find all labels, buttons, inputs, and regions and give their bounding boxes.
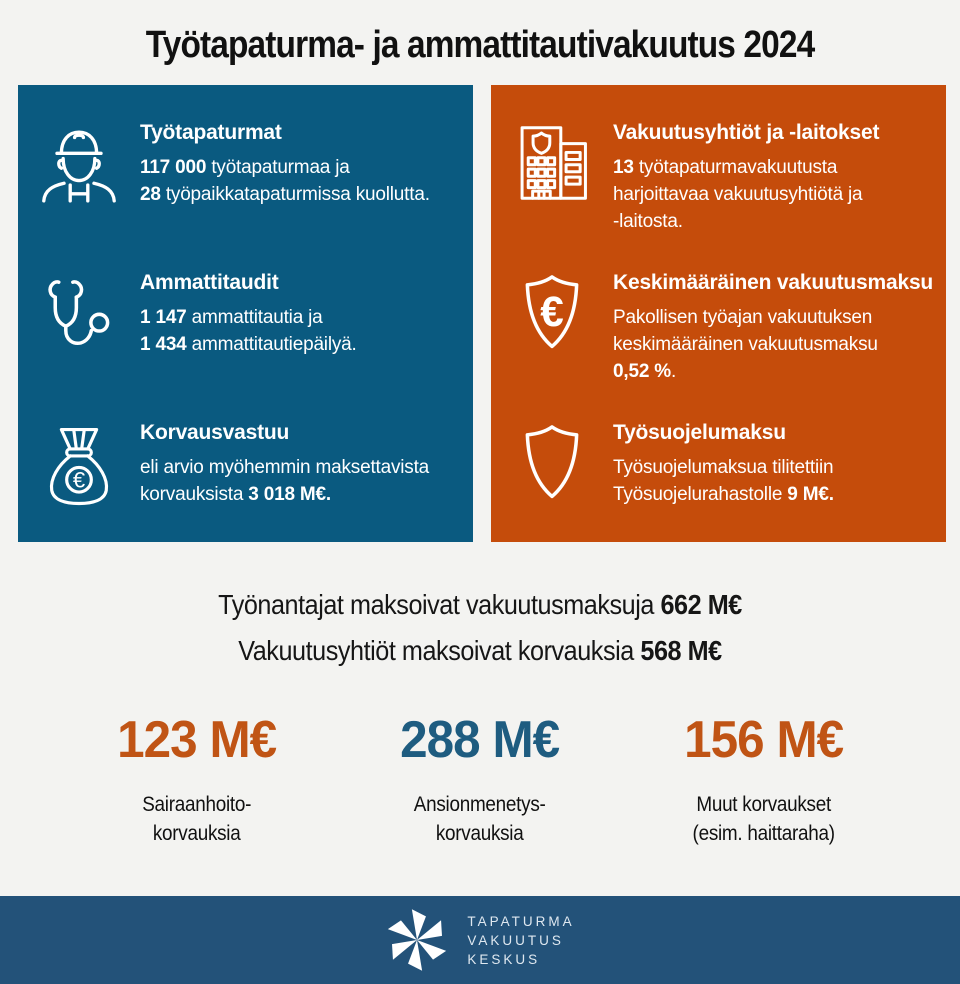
value-emphasis: 13	[613, 157, 634, 178]
stat-label-line: Ansionmenetys-	[414, 793, 546, 816]
stat-value: 123 M€	[117, 711, 277, 769]
value-emphasis: 662 M€	[660, 589, 742, 620]
text-run: Työsuojelumaksua tilitettiin	[613, 457, 834, 478]
section-text-line	[613, 454, 936, 481]
tvk-logo-star-icon	[385, 908, 449, 972]
stat-label	[69, 790, 324, 848]
text-run: harjoittavaa vakuutusyhtiötä ja	[613, 184, 863, 205]
stat-item	[55, 710, 338, 848]
value-emphasis: 0,52 %	[613, 361, 671, 382]
stat-label-line: Sairaanhoito-	[142, 793, 252, 816]
value-emphasis: 1 147	[140, 307, 187, 328]
text-run: Vakuutusyhtiöt maksoivat korvauksia	[238, 635, 641, 666]
logo-text-line: KESKUS	[467, 951, 541, 967]
section-heading: Työtapaturmat	[140, 121, 282, 144]
page-title: Työtapaturma- ja ammattitautivakuutus 2024	[145, 24, 815, 66]
text-run: työtapaturmavakuutusta	[633, 157, 838, 178]
info-section	[18, 265, 473, 415]
section-text-line	[140, 331, 463, 358]
section-text-line	[140, 181, 463, 208]
section-text-line	[613, 304, 936, 331]
stat-item	[622, 710, 905, 848]
svg-text:€: €	[540, 288, 564, 336]
worker-icon	[18, 115, 140, 207]
value-emphasis: 568 M€	[640, 635, 722, 666]
text-run: työpaikkatapaturmissa kuollutta.	[160, 184, 430, 205]
text-run: keskimääräinen vakuutusmaksu	[613, 334, 878, 355]
panel-vakuutusyhtiot	[491, 85, 946, 542]
text-run: ammattitautiepäilyä.	[186, 334, 357, 355]
stat-label-line: Muut korvaukset	[696, 793, 831, 816]
value-emphasis: 28	[140, 184, 161, 205]
section-heading: Työsuojelumaksu	[613, 421, 786, 444]
section-text	[613, 415, 946, 508]
section-text-line	[613, 154, 936, 181]
section-heading: Vakuutusyhtiöt ja -laitokset	[613, 121, 880, 144]
panel-tyotapaturmat	[18, 85, 473, 542]
section-heading: Ammattitaudit	[140, 271, 279, 294]
section-text-line	[140, 454, 463, 481]
info-section	[491, 265, 946, 415]
text-run: eli arvio myöhemmin maksettavista	[140, 457, 430, 478]
section-text-line	[613, 358, 936, 385]
value-emphasis: 3 018 M€.	[248, 484, 331, 505]
section-text	[140, 115, 473, 208]
money-bag-icon	[18, 415, 140, 507]
section-text	[613, 265, 946, 385]
stats-row	[0, 710, 960, 848]
shield-euro-icon	[491, 265, 613, 357]
stat-value: 288 M€	[400, 711, 560, 769]
section-text-line	[613, 181, 936, 208]
text-run: -laitosta.	[613, 211, 683, 232]
stat-label-line: korvauksia	[436, 822, 524, 845]
summary-line	[48, 628, 912, 674]
text-run: Pakollisen työajan vakuutuksen	[613, 307, 873, 328]
section-text-line	[140, 154, 463, 181]
stat-label	[636, 790, 891, 848]
logo-text-line: VAKUUTUS	[467, 932, 564, 948]
section-text	[140, 415, 473, 508]
info-section	[491, 115, 946, 265]
stat-item	[338, 710, 621, 848]
stethoscope-icon	[18, 265, 140, 357]
footer-bar	[0, 896, 960, 984]
section-text-line	[140, 304, 463, 331]
value-emphasis: 9 M€.	[787, 484, 834, 505]
section-text-line	[613, 481, 936, 508]
building-icon	[491, 115, 613, 207]
section-text-line	[613, 208, 936, 235]
shield-icon	[491, 415, 613, 507]
stat-label	[352, 790, 607, 848]
text-run: Työsuojelurahastolle	[613, 484, 788, 505]
text-run: ammattitautia ja	[186, 307, 323, 328]
info-section	[18, 415, 473, 565]
info-panels	[0, 85, 960, 542]
info-section	[491, 415, 946, 565]
stat-label-line: (esim. haittaraha)	[692, 822, 835, 845]
section-text	[140, 265, 473, 358]
value-emphasis: 117 000	[140, 157, 207, 178]
summary-line	[48, 582, 912, 628]
info-section	[18, 115, 473, 265]
section-text-line	[140, 481, 463, 508]
section-heading: Korvausvastuu	[140, 421, 290, 444]
stat-label-line: korvauksia	[152, 822, 241, 845]
logo-text-line: TAPATURMA	[467, 913, 575, 929]
text-run: työtapaturmaa ja	[206, 157, 350, 178]
summary-block	[0, 582, 960, 674]
section-heading: Keskimääräinen vakuutusmaksu	[613, 271, 934, 294]
text-run: Työnantajat maksoivat vakuutusmaksuja	[218, 589, 661, 620]
svg-text:€: €	[72, 467, 86, 493]
stat-value: 156 M€	[683, 711, 843, 769]
value-emphasis: 1 434	[140, 334, 187, 355]
section-text	[613, 115, 946, 235]
text-run: .	[670, 361, 677, 382]
section-text-line	[613, 331, 936, 358]
text-run: korvauksista	[140, 484, 249, 505]
